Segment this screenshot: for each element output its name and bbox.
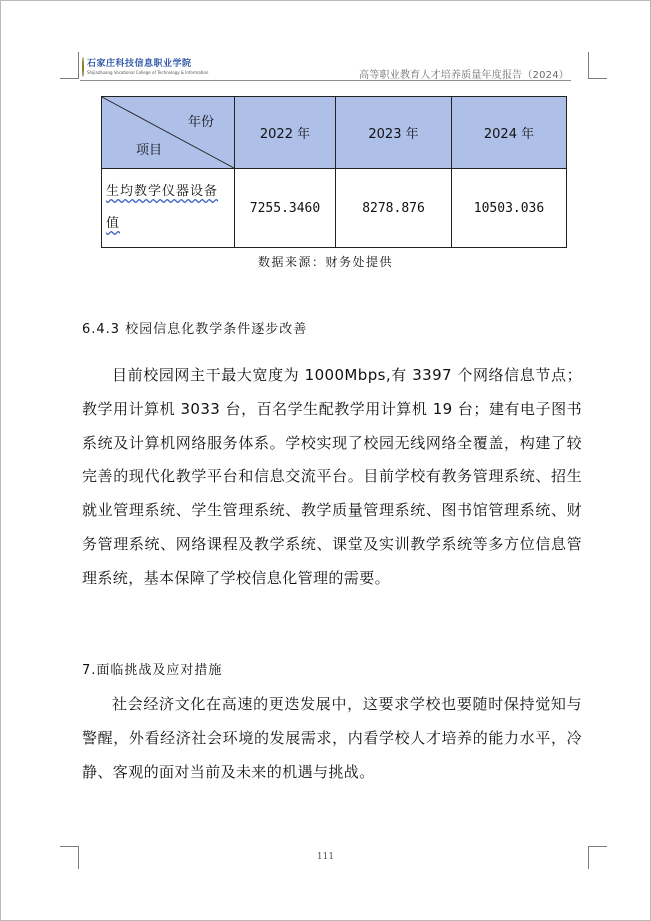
- column-header-2023: 2023 年: [336, 97, 452, 169]
- logo-name: 石家庄科技信息职业学院: [87, 58, 192, 69]
- section-heading-6-4-3: 6.4.3 校园信息化教学条件逐步改善: [82, 322, 308, 337]
- table-cell-2023: 8278.876: [336, 169, 452, 248]
- crop-mark-top-right: [588, 52, 607, 79]
- section-heading-7: 7.面临挑战及应对措施: [82, 663, 223, 678]
- diagonal-line: [102, 97, 234, 168]
- corner-label-item: 项目: [136, 143, 163, 158]
- report-header-title: 高等职业教育人才培养质量年度报告（2024）: [359, 70, 569, 81]
- corner-label-year: 年份: [187, 115, 214, 130]
- table-header-row: [102, 97, 567, 169]
- logo-english-name: Shijiazhuang Vocational College of Technology & Information: [87, 69, 209, 75]
- logo-text-block: [87, 60, 208, 75]
- table-cell-2022: 7255.3460: [235, 169, 336, 248]
- table-corner-cell: [102, 97, 235, 169]
- header-rule: [80, 80, 571, 81]
- column-header-2022: 2022 年: [235, 97, 336, 169]
- row-label-text: 生均教学仪器设备值: [106, 184, 219, 231]
- data-source-note: 数据来源：财务处提供: [257, 255, 393, 269]
- school-seal-icon: [82, 57, 84, 77]
- section-paragraph-challenges: 社会经济文化在高速的更迭发展中，这要求学校也要随时保持觉知与警醒，外看经济社会环境的发展需求，内看学校人才培养的能力水平，冷静、客观的面对当前及未来的机遇与挑战。: [82, 695, 582, 781]
- equipment-value-table: [101, 96, 567, 248]
- section-paragraph-network: 目前校园网主干最大宽度为 1000Mbps,有 3397 个网络信息节点；教学用计算机 3033 台，百名学生配教学用计算机 19 台；建有电子图书系统及计算机网络服务体系。学校实现了校园无线网络全覆盖，构建了较完善的现代化教学平台和信息交流平台。目前学校有教务管理系统、招生就业管理系统、学生管理系统、教学质量管理系统、图书馆管理系统、财务管理系统、网络课程及教学系统、课堂及实训教学系统等多方位信息管理系统，基本保障了学校信息化管理的需要。: [82, 366, 582, 587]
- crop-mark-top-left: [60, 52, 79, 79]
- page-number: 111: [316, 852, 335, 862]
- table-row: [102, 169, 567, 248]
- school-logo: [82, 55, 209, 79]
- column-header-2024: 2024 年: [452, 97, 567, 169]
- table-cell-2024: 10503.036: [452, 169, 567, 248]
- row-label: [102, 169, 235, 248]
